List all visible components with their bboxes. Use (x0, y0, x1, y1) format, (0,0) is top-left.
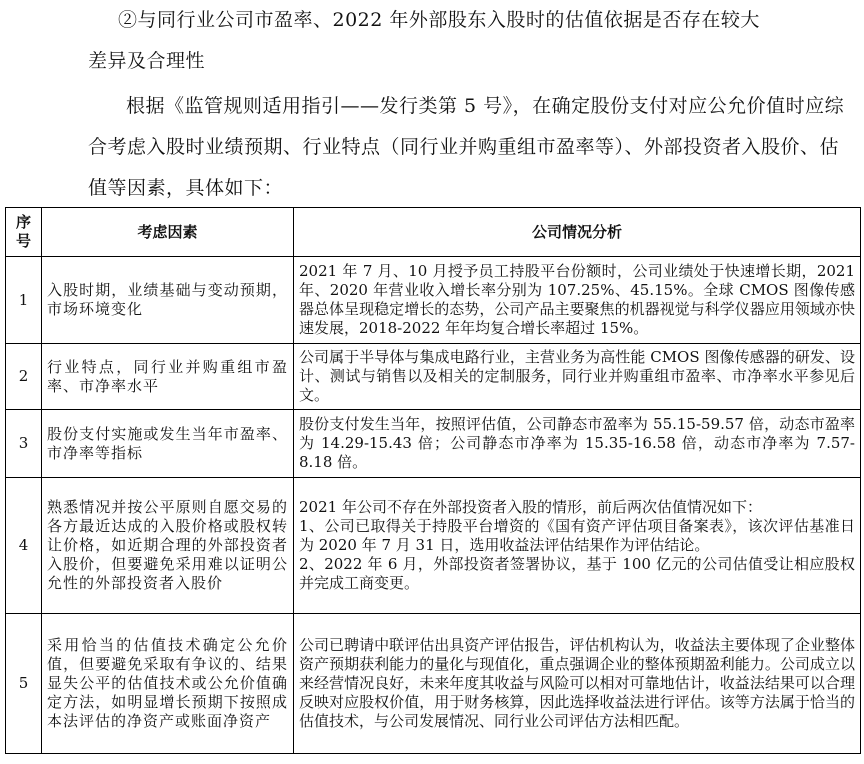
table-row (6, 344, 861, 410)
row-analysis: 公司属于半导体与集成电路行业，主营业务为高性能 CMOS 图像传感器的研发、设计、测试与销售以及相关的定制服务，同行业并购重组市盈率、市净率水平参见后文。 (294, 344, 861, 410)
row-no: 1 (6, 257, 42, 344)
row-analysis: 公司已聘请中联评估出具资产评估报告，评估机构认为，收益法主要体现了企业整体资产预期获利能力的量化与现值化，重点强调企业的整体预期盈利能力。公司成立以来经营情况良好，未来年度其收益与风险可以相对可靠地估计，收益法结果可以合理反映对应股权价值，用于财务核算，因此选择收益法进行评估。该等方法属于恰当的估值技术，与公司发展情况、同行业公司评估方法相匹配。 (294, 614, 861, 754)
table-header-row (6, 208, 861, 257)
row-factor: 股份支付实施或发生当年市盈率、市净率等指标 (42, 410, 294, 478)
section-heading-line2: 差异及合理性 (88, 50, 206, 72)
table-row (6, 410, 861, 478)
row-no: 4 (6, 478, 42, 614)
header-no: 序号 (6, 208, 42, 257)
analysis-line: 1、公司已取得关于持股平台增资的《国有资产评估项目备案表》，该次评估基准日为 2020 年 7 月 31 日，选用收益法评估结果作为评估结论。 (299, 517, 855, 554)
analysis-line: 2、2022 年 6 月，外部投资者签署协议，基于 100 亿元的公司估值受让相应股权并完成工商变更。 (299, 555, 855, 592)
section-heading-line1: ②与同行业公司市盈率、2022 年外部股东入股时的估值依据是否存在较大 (118, 9, 760, 31)
header-factor: 考虑因素 (42, 208, 294, 257)
row-analysis (294, 478, 861, 614)
row-no: 5 (6, 614, 42, 754)
row-factor: 熟悉情况并按公平原则自愿交易的各方最近达成的入股价格或股权转让价格，如近期合理的外部投资者入股价，但要避免采用难以证明公允性的外部投资者入股价 (42, 478, 294, 614)
row-analysis: 股份支付发生当年，按照评估值，公司静态市盈率为 55.15-59.57 倍，动态市盈率为 14.29-15.43 倍；公司静态市净率为 15.35-16.58 倍，动态市净率为 7.57-8.18 倍。 (294, 410, 861, 478)
intro-paragraph (88, 86, 848, 209)
table-row (6, 257, 861, 344)
valuation-analysis-table (5, 207, 861, 754)
row-factor: 入股时期，业绩基础与变动预期，市场环境变化 (42, 257, 294, 344)
table-row (6, 614, 861, 754)
row-no: 3 (6, 410, 42, 478)
header-analysis: 公司情况分析 (294, 208, 861, 257)
row-factor: 采用恰当的估值技术确定公允价值，但要避免采取有争议的、结果显失公平的估值技术或公允价值确定方法，如明显增长预期下按照成本法评估的净资产或账面净资产 (42, 614, 294, 754)
section-heading (88, 0, 848, 82)
analysis-line: 2021 年公司不存在外部投资者入股的情形，前后两次估值情况如下： (299, 498, 762, 516)
row-no: 2 (6, 344, 42, 410)
row-factor: 行业特点，同行业并购重组市盈率、市净率水平 (42, 344, 294, 410)
row-analysis: 2021 年 7 月、10 月授予员工持股平台份额时，公司业绩处于快速增长期，2021 年、2020 年营业收入增长率分别为 107.25%、45.15%。全球 CMOS 图像传感器总体呈现稳定增长的态势，公司产品主要聚焦的机器视觉与科学仪器应用领域亦快速发展，2018-2022 年年均复合增长率超过 15%。 (294, 257, 861, 344)
table-row (6, 478, 861, 614)
intro-text: 根据《监管规则适用指引——发行类第 5 号》，在确定股份支付对应公允价值时应综合考虑入股时业绩预期、行业特点（同行业并购重组市盈率等）、外部投资者入股价、估值等因素，具体如下： (88, 95, 845, 199)
